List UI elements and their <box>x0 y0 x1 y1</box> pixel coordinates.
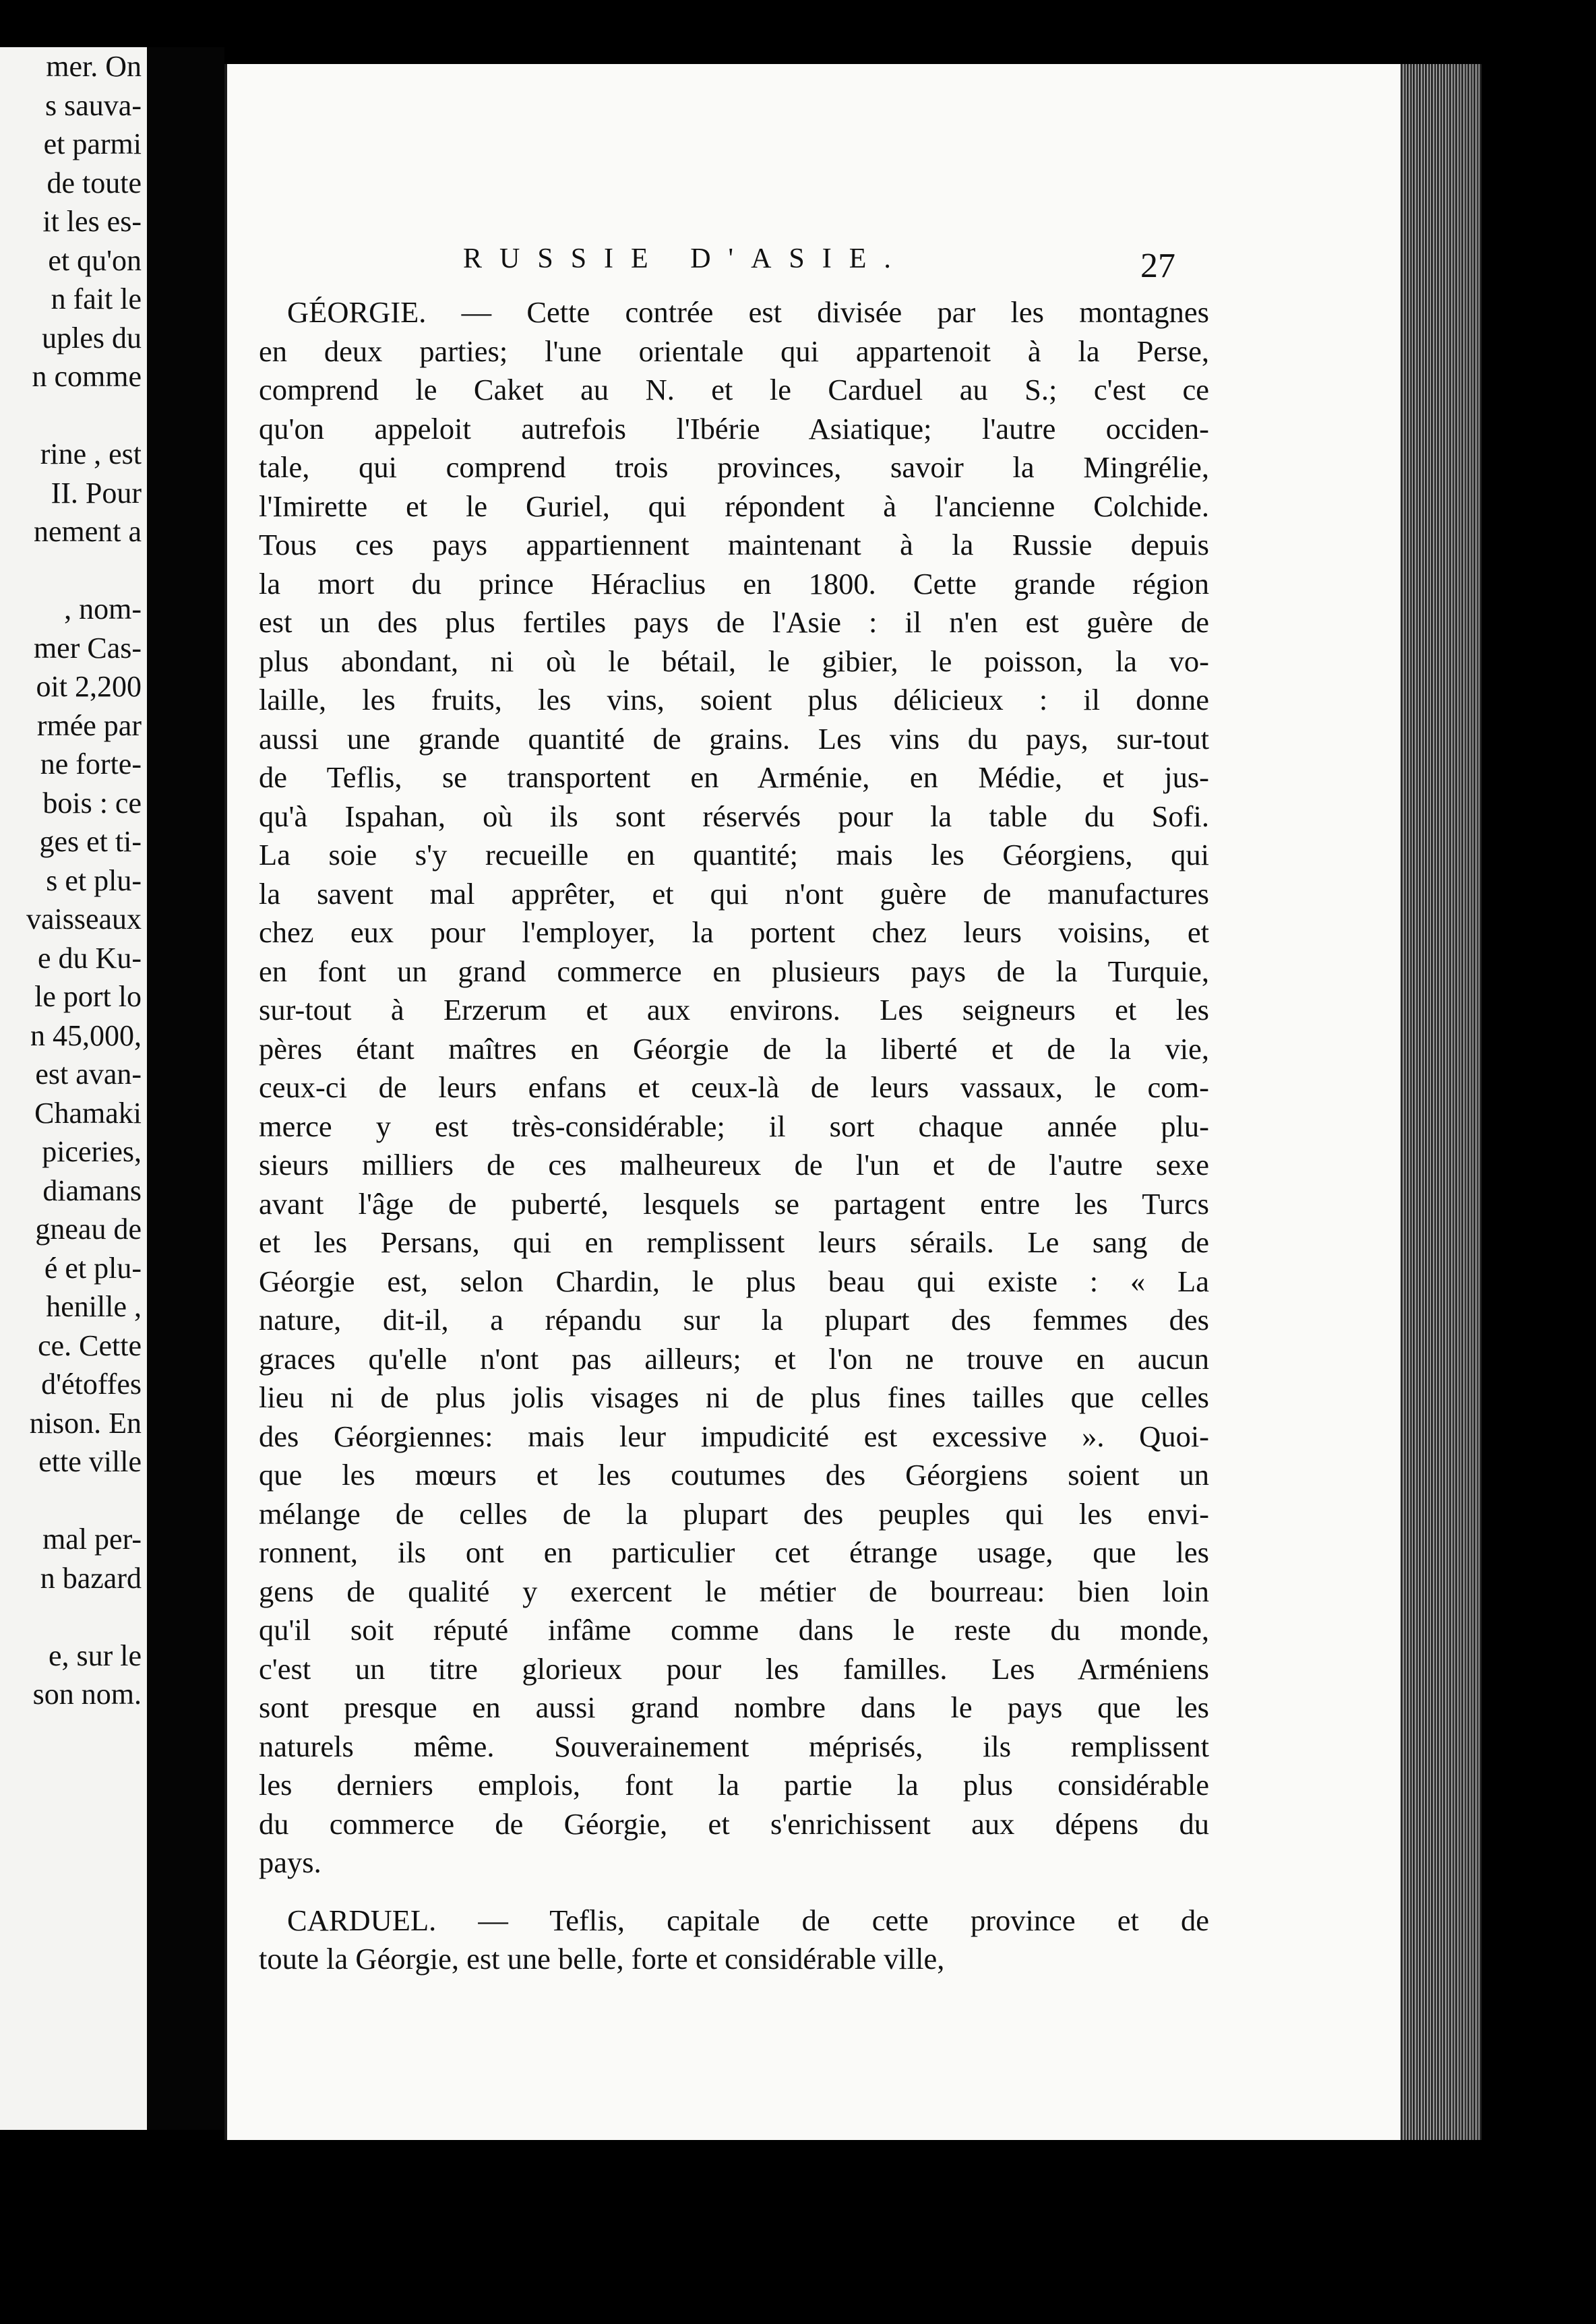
left-page-line: ne forte- <box>40 747 142 781</box>
left-page-line: n 45,000, <box>30 1018 142 1052</box>
left-page-line: son nom. <box>32 1678 142 1711</box>
left-page-line: mal per- <box>42 1523 142 1556</box>
left-page-line: est avan- <box>35 1058 142 1091</box>
text-line: c'est un titre glorieux pour les familles. Les Arméniens <box>259 1651 1209 1686</box>
left-page-line: nement a <box>33 515 142 548</box>
text-line: toute la Géorgie, est une belle, forte et considérable ville, <box>259 1942 945 1976</box>
left-page-text <box>0 47 142 1714</box>
left-page-line: n bazard <box>40 1561 142 1595</box>
left-page-line: é et plu- <box>44 1251 142 1285</box>
text-line: de Teflis, se transportent en Arménie, en Médie, et jus- <box>259 760 1209 794</box>
left-page-line: rmée par <box>36 708 142 742</box>
text-line: les derniers emplois, font la partie la plus considérable <box>259 1768 1209 1802</box>
left-page-line: et qu'on <box>48 243 142 277</box>
text-line: qu'à Ispahan, où ils sont réservés pour la table du Sofi. <box>259 799 1209 833</box>
left-page-line: s et plu- <box>46 863 142 897</box>
text-line: nature, dit-il, a répandu sur la plupart des femmes des <box>259 1303 1209 1337</box>
left-page-line: e, sur le <box>48 1639 142 1672</box>
left-page-line: mer. On <box>46 50 142 83</box>
text-line: comprend le Caket au N. et le Carduel au S.; c'est ce <box>259 373 1209 406</box>
text-line: que les mœurs et les coutumes des Géorgiens soient un <box>259 1458 1209 1492</box>
background-right <box>1481 64 1596 2140</box>
text-line: sont presque en aussi grand nombre dans le pays que les <box>259 1690 1209 1724</box>
left-page-line: ges et ti- <box>39 825 142 858</box>
text-line: des Géorgiennes: mais leur impudicité est excessive ». Quoi- <box>259 1419 1209 1453</box>
text-line: lieu ni de plus jolis visages ni de plus fines tailles que celles <box>259 1380 1209 1414</box>
page-edges <box>1401 64 1481 2140</box>
left-page-line: oit 2,200 <box>36 670 142 703</box>
book-gutter <box>147 47 224 2130</box>
text-line: ronnent, ils ont en particulier cet étrange usage, que les <box>259 1535 1209 1569</box>
left-page-line: et parmi <box>43 127 142 160</box>
paragraph-gap <box>259 1883 1209 1901</box>
text-line: Tous ces pays appartiennent maintenant à la Russie depuis <box>259 528 1209 561</box>
text-line: CARDUEL. — Teflis, capitale de cette province et de <box>287 1903 1209 1937</box>
text-line: l'Imirette et le Guriel, qui répondent à l'ancienne Colchide. <box>259 489 1209 523</box>
left-page-line: nison. En <box>29 1406 142 1440</box>
left-page-line: gneau de <box>35 1213 142 1246</box>
left-page-line: n fait le <box>51 282 142 315</box>
text-line: merce y est très-considérable; il sort chaque année plu- <box>259 1109 1209 1143</box>
text-line: avant l'âge de puberté, lesquels se partagent entre les Turcs <box>259 1186 1209 1221</box>
text-line: et les Persans, qui en remplissent leurs sérails. Le sang de <box>259 1225 1209 1259</box>
body-text <box>259 293 1209 1979</box>
text-line: pères étant maîtres en Géorgie de la liberté et de la vie, <box>259 1031 1209 1066</box>
left-page-line: II. Pour <box>51 476 142 510</box>
text-line: laille, les fruits, les vins, soient plus délicieux : il donne <box>259 683 1209 716</box>
text-line: sieurs milliers de ces malheureux de l'un et de l'autre sexe <box>259 1148 1209 1182</box>
left-page-line: uples du <box>42 321 142 355</box>
running-head: RUSSIE D'ASIE. <box>463 243 909 274</box>
left-page-line <box>0 1597 142 1637</box>
left-page-line: d'étoffes <box>41 1368 142 1401</box>
text-line: sur-tout à Erzerum et aux environs. Les seigneurs et les <box>259 993 1209 1027</box>
text-line: aussi une grande quantité de grains. Les vins du pays, sur-tout <box>259 721 1209 756</box>
text-line: est un des plus fertiles pays de l'Asie : il n'en est guère de <box>259 605 1209 639</box>
text-line: chez eux pour l'employer, la portent chez leurs voisins, et <box>259 915 1209 949</box>
left-page-line: Chamaki <box>34 1096 142 1130</box>
left-page-fragment <box>0 47 147 2130</box>
left-page-line: de toute <box>47 166 142 200</box>
left-page-line: e du Ku- <box>38 941 142 975</box>
page-number: 27 <box>1140 247 1175 285</box>
left-page-line: it les es- <box>42 205 142 238</box>
text-line: plus abondant, ni où le bétail, le gibier, le poisson, la vo- <box>259 644 1209 678</box>
text-line: mélange de celles de la plupart des peuples qui les envi- <box>259 1496 1209 1531</box>
text-line: GÉORGIE. — Cette contrée est divisée par les montagnes <box>287 295 1209 329</box>
left-page-line: henille , <box>46 1290 142 1323</box>
left-page-line: mer Cas- <box>33 631 142 665</box>
text-line: naturels même. Souverainement méprisés, ils remplissent <box>259 1729 1209 1763</box>
left-page-line: n comme <box>32 360 142 393</box>
left-page-line: , nom- <box>64 592 142 625</box>
left-page-line <box>0 551 142 590</box>
left-page-line: piceries, <box>42 1135 142 1168</box>
text-line: gens de qualité y exercent le métier de bourreau: bien loin <box>259 1574 1209 1608</box>
left-page-line: ette ville <box>38 1445 142 1478</box>
left-page-line <box>0 1481 142 1521</box>
text-line: ceux-ci de leurs enfans et ceux-là de leurs vassaux, le com- <box>259 1070 1209 1104</box>
text-line: pays. <box>259 1845 321 1879</box>
text-line: Géorgie est, selon Chardin, le plus beau qui existe : « La <box>259 1264 1209 1298</box>
text-line: graces qu'elle n'ont pas ailleurs; et l'on ne trouve en aucun <box>259 1341 1209 1376</box>
left-page-line: s sauva- <box>45 88 142 122</box>
left-page-line: vaisseaux <box>26 903 142 936</box>
text-line: qu'on appeloit autrefois l'Ibérie Asiatique; l'autre occiden- <box>259 411 1209 446</box>
text-line: la mort du prince Héraclius en 1800. Cette grande région <box>259 566 1209 601</box>
text-line: la savent mal apprêter, et qui n'ont guère de manufactures <box>259 876 1209 911</box>
background-bottom <box>0 2140 1596 2324</box>
left-page-line: bois : ce <box>42 786 142 820</box>
left-page-line: rine , est <box>40 437 142 470</box>
text-line: du commerce de Géorgie, et s'enrichissent aux dépens du <box>259 1806 1209 1841</box>
left-page-line <box>0 396 142 435</box>
left-page-line: ce. Cette <box>38 1328 142 1362</box>
text-line: en font un grand commerce en plusieurs pays de la Turquie, <box>259 954 1209 988</box>
text-line: en deux parties; l'une orientale qui appartenoit à la Perse, <box>259 334 1209 368</box>
left-page-line: diamans <box>42 1173 142 1207</box>
text-line: qu'il soit réputé infâme comme dans le reste du monde, <box>259 1613 1209 1647</box>
text-line: La soie s'y recueille en quantité; mais les Géorgiens, qui <box>259 838 1209 872</box>
main-page <box>224 64 1403 2140</box>
text-line: tale, qui comprend trois provinces, savoir la Mingrélie, <box>259 450 1209 484</box>
left-page-line: le port lo <box>34 980 142 1013</box>
